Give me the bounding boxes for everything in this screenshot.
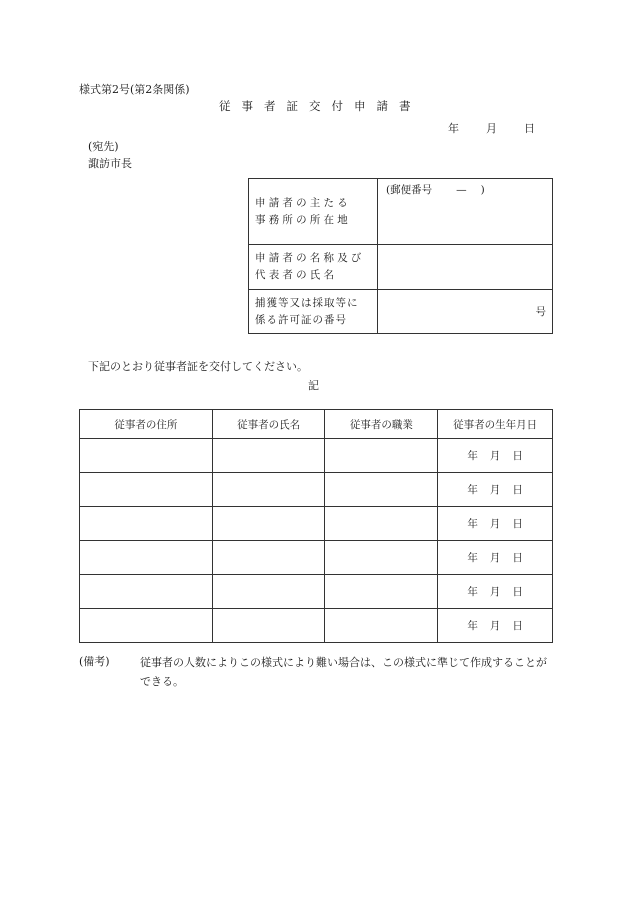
worker-name-cell[interactable] bbox=[212, 507, 325, 541]
worker-address-cell[interactable] bbox=[80, 609, 213, 643]
addressee-name: 諏訪市長 bbox=[88, 157, 132, 170]
worker-birthdate-cell[interactable]: 年 月 日 bbox=[438, 575, 553, 609]
worker-address-cell[interactable] bbox=[80, 575, 213, 609]
worker-birthdate-cell[interactable]: 年 月 日 bbox=[438, 473, 553, 507]
note-text: 従事者の人数によりこの様式により難い場合は、この様式に準じて作成することができる。 bbox=[140, 656, 547, 688]
header-worker-name: 従事者の氏名 bbox=[212, 410, 325, 439]
worker-occupation-cell[interactable] bbox=[325, 575, 438, 609]
postal-code-line: (郵便番号 — ) bbox=[386, 184, 485, 196]
worker-occupation-cell[interactable] bbox=[325, 507, 438, 541]
worker-occupation-cell[interactable] bbox=[325, 473, 438, 507]
table-row bbox=[80, 609, 553, 643]
worker-birthdate-cell[interactable]: 年 月 日 bbox=[438, 541, 553, 575]
worker-birthdate-cell[interactable]: 年 月 日 bbox=[438, 609, 553, 643]
worker-occupation-cell[interactable] bbox=[325, 439, 438, 473]
applicant-address-label: 申請者の主たる 事務所の所在地 bbox=[249, 179, 378, 245]
worker-name-cell[interactable] bbox=[212, 609, 325, 643]
document-title: 従事者証交付申請書 bbox=[219, 99, 422, 113]
workers-table bbox=[79, 409, 553, 643]
worker-name-cell[interactable] bbox=[212, 473, 325, 507]
worker-address-cell[interactable] bbox=[80, 507, 213, 541]
permit-number-field[interactable]: 号 bbox=[378, 290, 553, 334]
header-worker-birthdate: 従事者の生年月日 bbox=[438, 410, 553, 439]
addressee-label: (宛先) bbox=[88, 140, 119, 153]
worker-occupation-cell[interactable] bbox=[325, 541, 438, 575]
worker-birthdate-cell[interactable]: 年 月 日 bbox=[438, 507, 553, 541]
date-year-label: 年 bbox=[448, 122, 459, 135]
date-day-label: 日 bbox=[524, 122, 535, 135]
request-text: 下記のとおり従事者証を交付してください。 bbox=[88, 360, 308, 373]
table-row bbox=[80, 439, 553, 473]
applicant-address-row bbox=[249, 179, 553, 245]
worker-occupation-cell[interactable] bbox=[325, 609, 438, 643]
applicant-name-field[interactable] bbox=[378, 245, 553, 290]
form-number: 様式第2号(第2条関係) bbox=[79, 83, 190, 96]
applicant-info-table bbox=[248, 178, 553, 334]
header-worker-address: 従事者の住所 bbox=[80, 410, 213, 439]
permit-number-label: 捕獲等又は採取等に 係る許可証の番号 bbox=[249, 290, 378, 334]
note-label: (備考) bbox=[79, 655, 110, 668]
worker-address-cell[interactable] bbox=[80, 439, 213, 473]
worker-address-cell[interactable] bbox=[80, 541, 213, 575]
permit-number-row bbox=[249, 290, 553, 334]
table-row bbox=[80, 473, 553, 507]
worker-name-cell[interactable] bbox=[212, 575, 325, 609]
worker-birthdate-cell[interactable]: 年 月 日 bbox=[438, 439, 553, 473]
worker-name-cell[interactable] bbox=[212, 439, 325, 473]
applicant-name-label: 申請者の名称及び 代表者の氏名 bbox=[249, 245, 378, 290]
workers-header-row bbox=[80, 410, 553, 439]
applicant-name-row bbox=[249, 245, 553, 290]
worker-name-cell[interactable] bbox=[212, 541, 325, 575]
applicant-address-field[interactable] bbox=[378, 179, 553, 245]
worker-address-cell[interactable] bbox=[80, 473, 213, 507]
table-row bbox=[80, 575, 553, 609]
header-worker-occupation: 従事者の職業 bbox=[325, 410, 438, 439]
table-row bbox=[80, 541, 553, 575]
table-row bbox=[80, 507, 553, 541]
ki-heading: 記 bbox=[308, 379, 319, 392]
date-line bbox=[448, 120, 535, 136]
date-month-label: 月 bbox=[486, 122, 497, 135]
